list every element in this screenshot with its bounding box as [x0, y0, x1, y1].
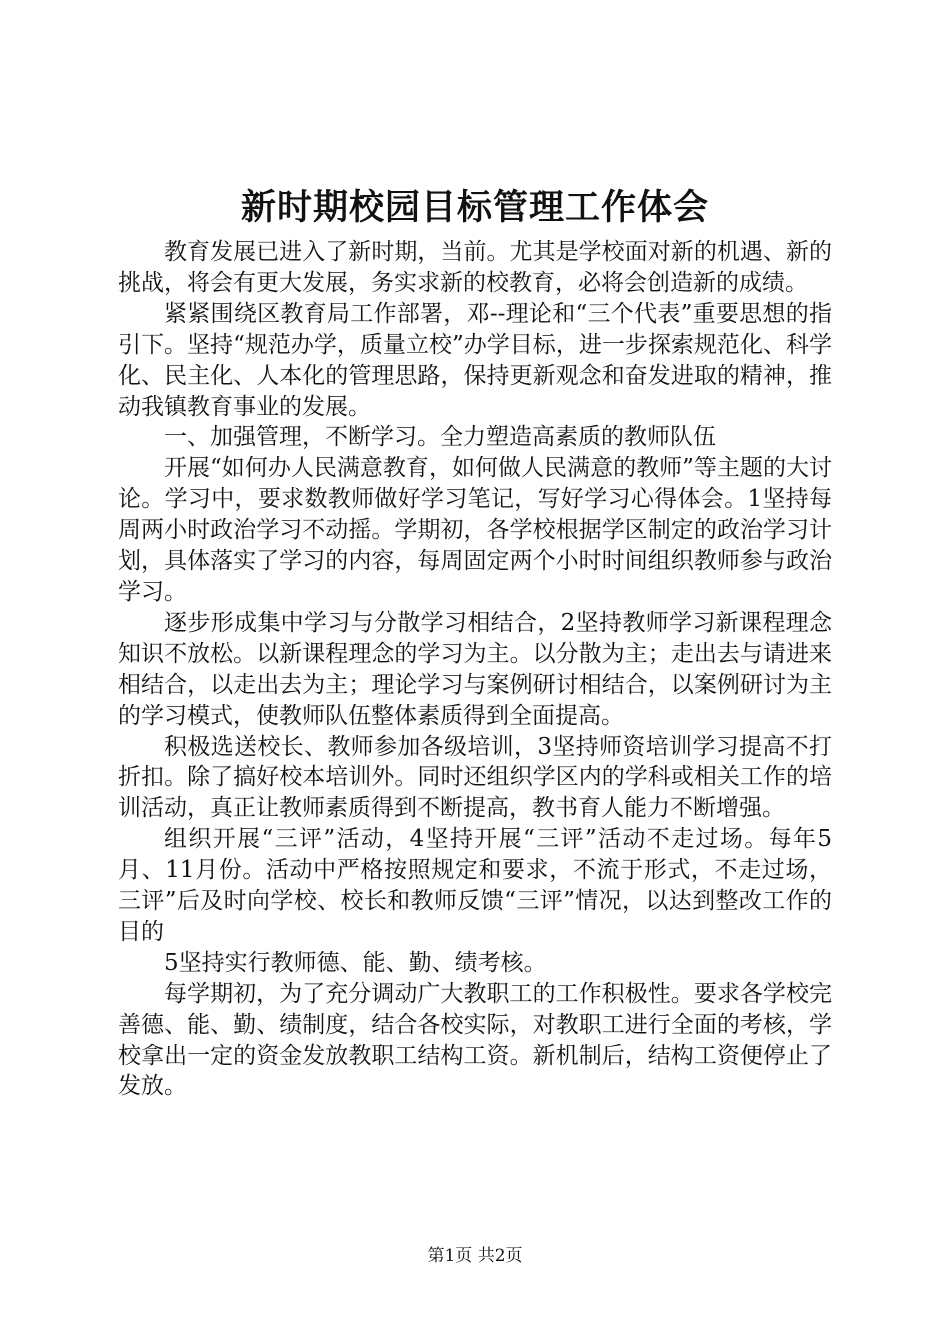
- page-number-footer: 第1页 共2页: [427, 1246, 523, 1266]
- paragraph-curriculum-study: 逐步形成集中学习与分散学习相结合，2坚持教师学习新课程理念知识不放松。以新课程理念的学习为主。以分散为主；走出去与请进来相结合，以走出去为主；理论学习与案例研讨相结合，以案例研讨为主的学习模式，使教师队伍整体素质得到全面提高。: [118, 609, 832, 729]
- paragraph-training: 积极选送校长、教师参加各级培训，3坚持师资培训学习提高不打折扣。除了搞好校本培训外。同时还组织学区内的学科或相关工作的培训活动，真正让教师素质得到不断提高，教书育人能力不断增强。: [118, 733, 832, 822]
- paragraph-three-evaluations: 组织开展“三评”活动，4坚持开展“三评”活动不走过场。每年5月、11月份。活动中严格按照规定和要求，不流于形式，不走过场，三评”后及时向学校、校长和教师反馈“三评”情况，以达到整改工作的目的: [118, 826, 832, 945]
- document-title: 新时期校园目标管理工作体会: [240, 187, 709, 228]
- section-heading-management: 一、加强管理，不断学习。全力塑造高素质的教师队伍: [164, 424, 716, 451]
- document-body: [118, 237, 832, 1102]
- paragraph-assessment-item: 5坚持实行教师德、能、勤、绩考核。: [164, 949, 547, 976]
- paragraph-political-study: 开展“如何办人民满意教育，如何做人民满意的教师”等主题的大讨论。学习中，要求数教师做好学习笔记，写好学习心得体会。1坚持每周两小时政治学习不动摇。学期初，各学校根据学区制定的政治学习计划，具体落实了学习的内容，每周固定两个小时时间组织教师参与政治学习。: [118, 455, 832, 605]
- paragraph-guidance: 紧紧围绕区教育局工作部署，邓--理论和“三个代表”重要思想的指引下。坚持“规范办学，质量立校”办学目标，进一步探索规范化、科学化、民主化、人本化的管理思路，保持更新观念和奋发进取的精神，推动我镇教育事业的发展。: [118, 300, 832, 420]
- paragraph-assessment: 每学期初，为了充分调动广大教职工的工作积极性。要求各学校完善德、能、勤、绩制度，结合各校实际，对教职工进行全面的考核，学校拿出一定的资金发放教职工结构工资。新机制后，结构工资便停止了发放。: [118, 980, 832, 1100]
- paragraph-intro: 教育发展已进入了新时期，当前。尤其是学校面对新的机遇、新的挑战，将会有更大发展，务实求新的校教育，必将会创造新的成绩。: [118, 239, 832, 296]
